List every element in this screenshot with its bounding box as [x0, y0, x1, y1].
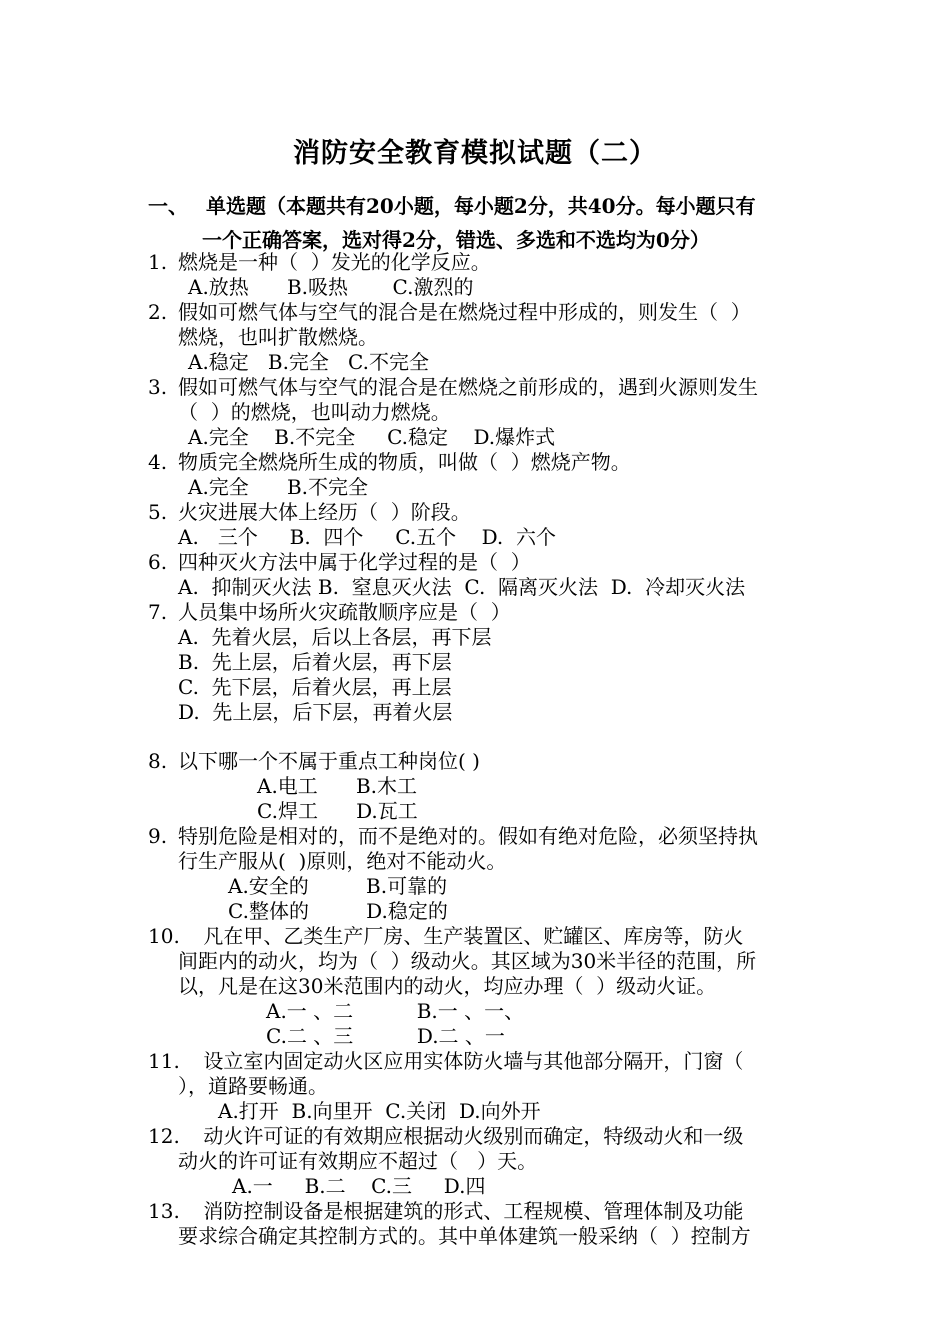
question-number: 6.	[148, 550, 168, 574]
question-options: A.一 、二 B.一 、一、	[266, 999, 525, 1023]
question-options: A.完全 B.不完全	[188, 475, 368, 499]
question-number: 11.	[148, 1049, 180, 1073]
question-text: 假如可燃气体与空气的混合是在燃烧过程中形成的，则发生（ ）	[178, 300, 751, 324]
question-number: 1.	[148, 250, 168, 274]
question-number: 12.	[148, 1124, 180, 1148]
section-number: 一、	[148, 194, 188, 218]
question-options: A.稳定 B.完全 C.不完全	[188, 350, 429, 374]
section-heading-line2: 一个正确答案，选对得2分，错选、多选和不选均为0分）	[202, 228, 710, 252]
question-number: 9.	[148, 824, 168, 848]
question-options: A.安全的 B.可靠的	[228, 874, 448, 898]
question-text: 动火的许可证有效期应不超过（ ）天。	[178, 1149, 538, 1173]
question-number: 8.	[148, 749, 168, 773]
question-options: A. 先着火层，后以上各层，再下层	[178, 625, 492, 649]
question-options: C.二 、三 D.二 、一	[266, 1024, 505, 1048]
question-text: 火灾进展大体上经历（ ）阶段。	[178, 500, 471, 524]
question-text: 人员集中场所火灾疏散顺序应是（ ）	[178, 600, 511, 624]
question-text: 设立室内固定动火区应用实体防火墙与其他部分隔开，门窗（	[178, 1049, 744, 1073]
question-text: 消防控制设备是根据建筑的形式、工程规模、管理体制及功能	[178, 1199, 744, 1223]
question-number: 13.	[148, 1199, 180, 1223]
question-number: 5.	[148, 500, 168, 524]
question-number: 7.	[148, 600, 168, 624]
question-text: 假如可燃气体与空气的混合是在燃烧之前形成的，遇到火源则发生	[178, 375, 758, 399]
question-options: A.一 B.二 C.三 D.四	[232, 1174, 486, 1198]
question-text: 行生产服从( )原则，绝对不能动火。	[178, 849, 507, 873]
question-text: ），道路要畅通。	[178, 1074, 328, 1098]
question-options: A.完全 B.不完全 C.稳定 D.爆炸式	[188, 425, 556, 449]
page-title: 消防安全教育模拟试题（二）	[293, 138, 657, 169]
question-options: B. 先上层，后着火层，再下层	[178, 650, 452, 674]
question-options: C.整体的 D.稳定的	[228, 899, 448, 923]
question-text: 要求综合确定其控制方式的。其中单体建筑一般采纳（ ）控制方	[178, 1224, 751, 1248]
question-text: 动火许可证的有效期应根据动火级别而确定，特级动火和一级	[178, 1124, 744, 1148]
question-text: 燃烧是一种（ ）发光的化学反应。	[178, 250, 491, 274]
question-number: 3.	[148, 375, 168, 399]
question-options: A.打开 B.向里开 C.关闭 D.向外开	[218, 1099, 541, 1123]
question-options: A. 抑制灭火法 B. 窒息灭火法 C. 隔离灭火法 D. 冷却灭火法	[178, 575, 746, 599]
question-text: 间距内的动火，均为（ ）级动火。其区域为30米半径的范围，所	[178, 949, 757, 973]
question-number: 10.	[148, 924, 180, 948]
question-text: 特别危险是相对的，而不是绝对的。假如有绝对危险，必须坚持执	[178, 824, 758, 848]
question-number: 2.	[148, 300, 168, 324]
question-text: 物质完全燃烧所生成的物质，叫做（ ）燃烧产物。	[178, 450, 631, 474]
question-text: 以，凡是在这30米范围内的动火，均应办理（ ）级动火证。	[178, 974, 717, 998]
question-options: D. 先上层，后下层，再着火层	[178, 700, 453, 724]
question-number: 4.	[148, 450, 168, 474]
question-text: （ ）的燃烧，也叫动力燃烧。	[178, 400, 451, 424]
question-options: A.放热 B.吸热 C.激烈的	[188, 275, 474, 299]
question-text: 四种灭火方法中属于化学过程的是（ ）	[178, 550, 531, 574]
section-heading-line1: 单选题（本题共有20小题，每小题2分，共40分。每小题只有	[206, 194, 756, 218]
question-options: A. 三个 B. 四个 C.五个 D. 六个	[178, 525, 556, 549]
question-options: C. 先下层，后着火层，再上层	[178, 675, 452, 699]
question-options: C.焊工 D.瓦工	[257, 799, 418, 823]
question-options: A.电工 B.木工	[257, 774, 417, 798]
question-text: 以下哪一个不属于重点工种岗位( )	[178, 749, 480, 773]
question-text: 凡在甲、乙类生产厂房、生产装置区、贮罐区、库房等，防火	[178, 924, 744, 948]
question-text: 燃烧，也叫扩散燃烧。	[178, 325, 378, 349]
